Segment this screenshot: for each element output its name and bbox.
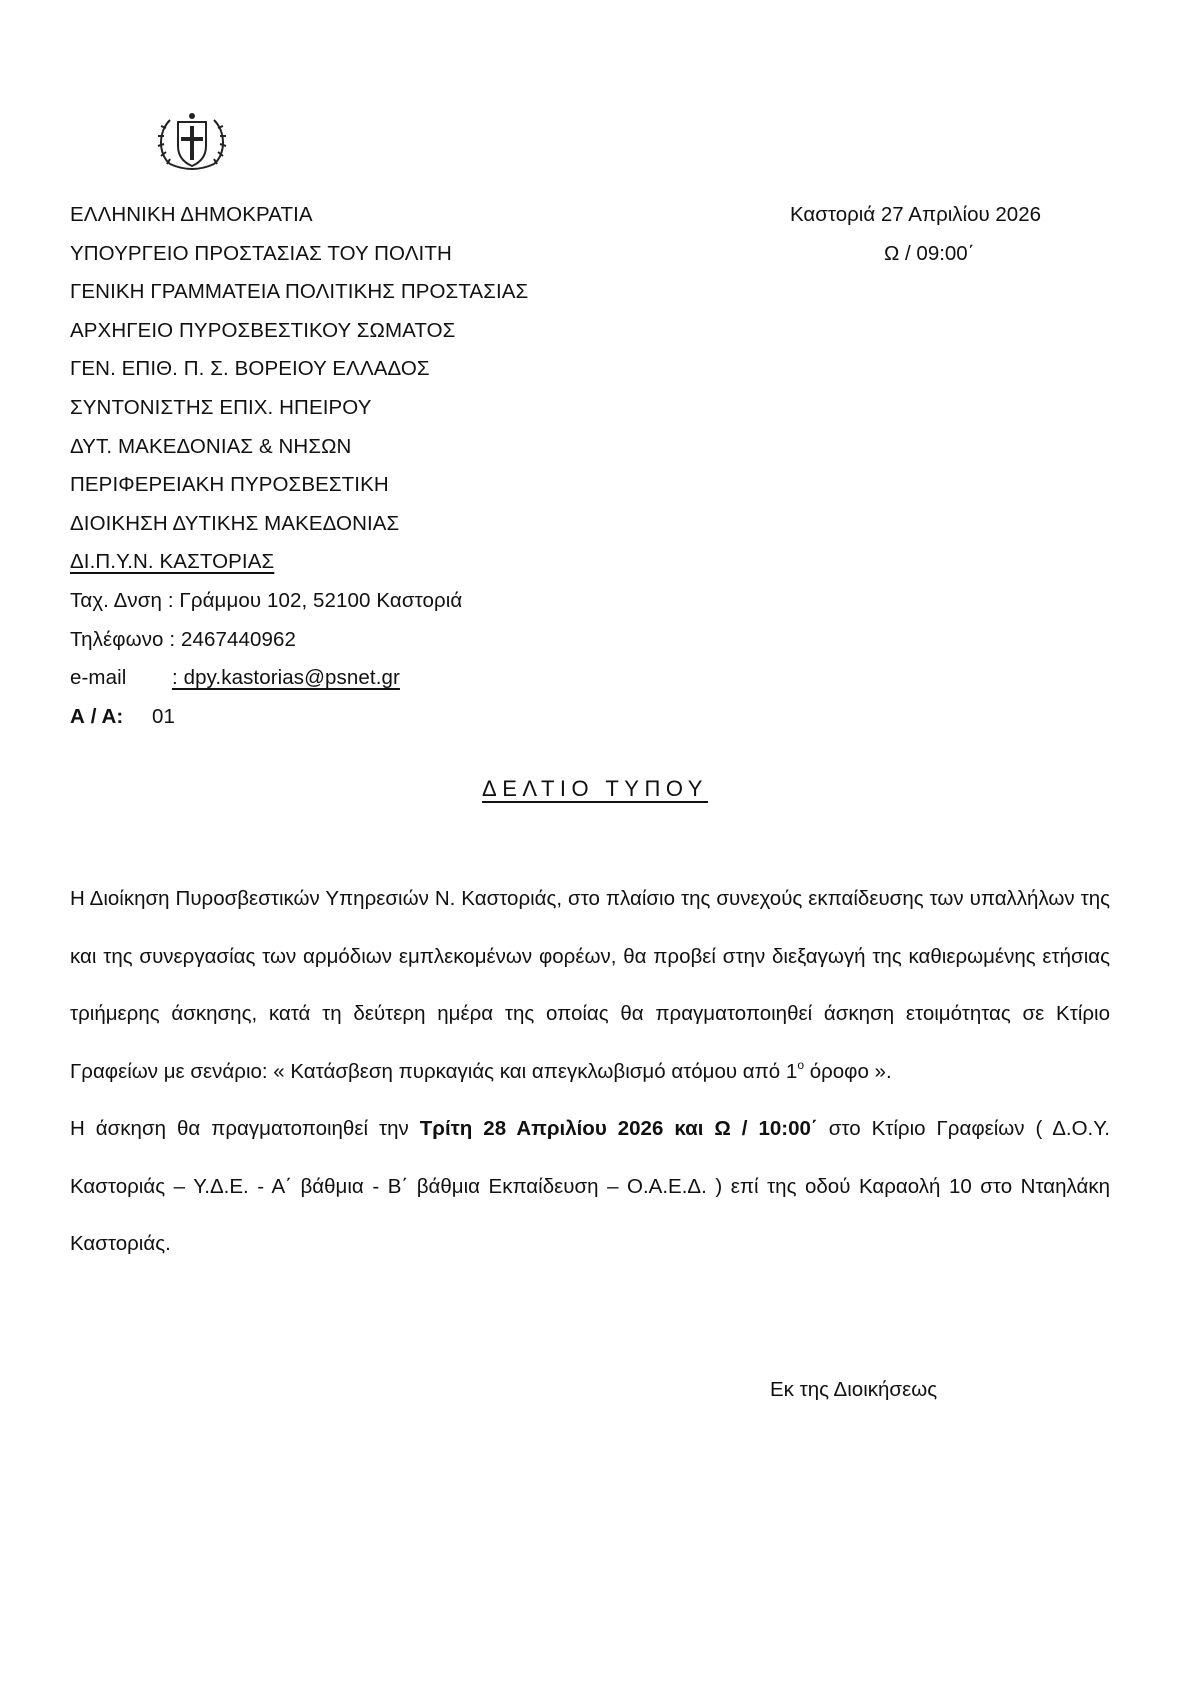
paragraph-text: στο Κτίριο Γραφείων ( Δ.Ο.Υ. Καστοριάς – Υ.Δ.Ε. - Α΄ βάθμια - Β΄ βάθμια Εκπαίδευση – Ο.Α.Ε.Δ. ) επί της οδού Καραολή 10 στο Νταηλάκη Καστοριάς. — [70, 1117, 1111, 1255]
paragraph-text: Η Διοίκηση Πυροσβεστικών Υπηρεσιών Ν. Καστοριάς, στο πλαίσιο της συνεχούς εκπαίδευσης των υπαλλήλων της και της συνεργασίας των αρμόδιων εμπλεκομένων φορέων, θα προβεί στην διεξαγωγή της καθιερωμένης ετήσιας τριήμερης άσκησης, κατά τη δεύτερη ημέρα της οποίας θα πραγματοποιηθεί άσκηση ετοιμότητας σε Κτίριο Γραφείων με σενάριο: « Κατάσβεση πυρκαγιάς και απεγκλωβισμό ατόμου από 1 — [70, 887, 1110, 1083]
body-paragraph — [70, 870, 1110, 1100]
header-line: ΔΥΤ. ΜΑΚΕΔΟΝΙΑΣ & ΝΗΣΩΝ — [70, 434, 352, 458]
email-label: e-mail — [70, 666, 127, 690]
document-title: ΔΕΛΤΙΟ ΤΥΠΟΥ — [482, 776, 708, 801]
header-line: ΑΡΧΗΓΕΙΟ ΠΥΡΟΣΒΕΣΤΙΚΟΥ ΣΩΜΑΤΟΣ — [70, 318, 456, 342]
greek-coat-of-arms-icon — [156, 110, 228, 176]
protocol-number-row — [70, 702, 630, 741]
phone-number: Τηλέφωνο : 2467440962 — [70, 627, 296, 651]
protocol-number-value: 01 — [152, 704, 176, 728]
email-link[interactable]: : dpy.kastorias@psnet.gr — [172, 666, 400, 690]
exercise-datetime: Τρίτη 28 Απριλίου 2026 και Ω / 10:00΄ — [419, 1117, 818, 1140]
body-paragraph — [70, 1100, 1110, 1273]
document-time: Ω / 09:00΄ — [884, 241, 975, 265]
paragraph-text: όροφο ». — [804, 1059, 892, 1083]
postal-address: Ταχ. Δνση : Γράμμου 102, 52100 Καστοριά — [70, 588, 463, 612]
header-line: ΠΕΡΙΦΕΡΕΙΑΚΗ ΠΥΡΟΣΒΕΣΤΙΚΗ — [70, 473, 389, 497]
protocol-number-label: Α / Α: — [70, 704, 124, 728]
date-block — [790, 200, 1090, 269]
header-line: ΓΕΝ. ΕΠΙΘ. Π. Σ. ΒΟΡΕΙΟΥ ΕΛΛΑΔΟΣ — [70, 357, 430, 381]
header-line: ΥΠΟΥΡΓΕΙΟ ΠΡΟΣΤΑΣΙΑΣ ΤΟΥ ΠΟΛΙΤΗ — [70, 241, 452, 265]
header-line: ΓΕΝΙΚΗ ΓΡΑΜΜΑΤΕΙΑ ΠΟΛΙΤΙΚΗΣ ΠΡΟΣΤΑΣΙΑΣ — [70, 280, 529, 304]
header-line: ΣΥΝΤΟΝΙΣΤΗΣ ΕΠΙΧ. ΗΠΕΙΡΟΥ — [70, 395, 372, 419]
header-line: ΔΙΟΙΚΗΣΗ ΔΥΤΙΚΗΣ ΜΑΚΕΔΟΝΙΑΣ — [70, 511, 400, 535]
unit-name: ΔΙ.Π.Υ.Ν. ΚΑΣΤΟΡΙΑΣ — [70, 550, 275, 574]
signature-line: Εκ της Διοικήσεως — [770, 1378, 938, 1401]
paragraph-text: Η άσκηση θα πραγματοποιηθεί την — [70, 1117, 420, 1140]
header-line: ΕΛΛΗΝΙΚΗ ΔΗΜΟΚΡΑΤΙΑ — [70, 203, 313, 226]
document-date: Καστοριά 27 Απριλίου 2026 — [790, 203, 1042, 226]
superscript: ο — [797, 1057, 804, 1072]
sender-header — [70, 200, 630, 740]
header-line-unit — [70, 547, 630, 586]
email-row — [70, 663, 630, 702]
document-body — [70, 870, 1110, 1273]
